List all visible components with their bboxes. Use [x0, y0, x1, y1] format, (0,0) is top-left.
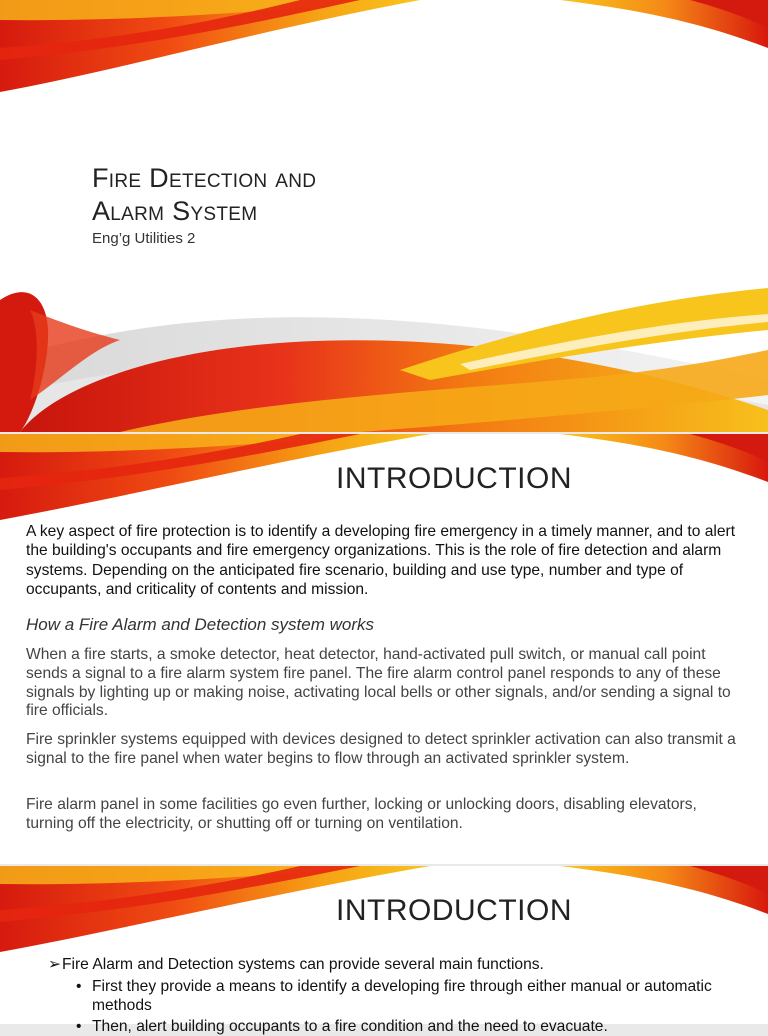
- sub-bullet-text: First they provide a means to identify a developing fire through either manual or automatic methods: [92, 978, 712, 1014]
- arrow-bullet-icon: ➢: [48, 956, 62, 973]
- slide-title: [92, 162, 316, 228]
- slide-title-line1: Fire Detection and: [92, 163, 317, 193]
- sub-bullet: [76, 977, 736, 1015]
- main-bullet-text: Fire Alarm and Detection systems can provide several main functions.: [62, 956, 544, 973]
- sub-bullet-text: Then, alert building occupants to a fire condition and the need to evacuate.: [92, 1018, 608, 1035]
- main-bullet: [48, 955, 748, 974]
- slide-subtitle: Eng’g Utilities 2: [92, 230, 196, 247]
- intro-paragraph: A key aspect of fire protection is to identify a developing fire emergency in a timely manner, and to alert the building's occupants and fire emergency organizations. This is the role of fire detection and alarm systems. Depending on the anticipated fire scenario, building and use type, number and type of occupants, and criticality of contents and mission.: [26, 523, 736, 598]
- slide-heading: INTRODUCTION: [336, 462, 572, 495]
- how-it-works-heading: How a Fire Alarm and Detection system works: [26, 615, 374, 634]
- how-it-works-paragraph: When a fire starts, a smoke detector, heat detector, hand-activated pull switch, or manual call point sends a signal to a fire alarm system fire panel. The fire alarm control panel responds to any of these signals by lighting up or making noise, activating local bells or other signals, and/or sending a signal to fire officials.: [26, 646, 731, 720]
- introduction-slide-functions: [0, 866, 768, 1035]
- slide-heading: INTRODUCTION: [336, 894, 572, 927]
- sub-bullet: [76, 1017, 736, 1036]
- introduction-slide: [0, 434, 768, 864]
- how-it-works-paragraph: Fire sprinkler systems equipped with devices designed to detect sprinkler activation can also transmit a signal to the fire panel when water begins to flow through an activated sprinkler system.: [26, 731, 736, 767]
- title-slide: [0, 0, 768, 432]
- dot-bullet-icon: •: [76, 1018, 82, 1035]
- dot-bullet-icon: •: [76, 978, 82, 995]
- how-it-works-paragraph: Fire alarm panel in some facilities go even further, locking or unlocking doors, disabling elevators, turning off the electricity, or shutting off or turning on ventilation.: [26, 796, 697, 832]
- slide-title-line2: Alarm System: [92, 196, 258, 226]
